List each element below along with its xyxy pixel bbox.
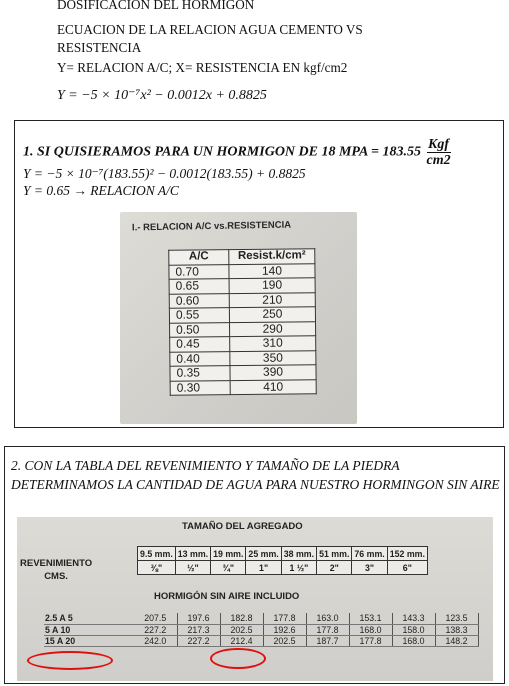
ac-cell: 0.35 <box>170 366 230 381</box>
water-value-cell: 227.2 <box>134 624 177 635</box>
question-1-box <box>14 120 504 428</box>
highlight-circle-slump <box>27 651 113 670</box>
size-inch-cell: 2" <box>317 561 352 575</box>
water-value-cell: 182.8 <box>220 613 263 624</box>
resistance-cell: 390 <box>230 365 316 380</box>
ac-table-row <box>169 263 315 279</box>
kgf-cm2-fraction <box>427 137 451 168</box>
calculation-line-1: Y = −5 × 10⁻⁷(183.55)² − 0.0012(183.55) + 0.8825 <box>23 166 306 181</box>
size-inch-row <box>138 561 428 575</box>
water-value-cell: 187.7 <box>306 635 349 646</box>
ac-cell: 0.45 <box>170 337 230 352</box>
ac-cell: 0.65 <box>169 279 229 294</box>
size-mm-cell: 19 mm. <box>211 547 246 561</box>
slump-cell: 15 A 20 <box>44 635 134 646</box>
water-table-row <box>44 624 478 635</box>
size-mm-cell: 25 mm. <box>246 547 281 561</box>
size-inch-cell: ⅜" <box>138 561 176 575</box>
ac-table-row <box>169 292 315 308</box>
water-value-cell: 177.8 <box>263 613 306 624</box>
question-2-box <box>4 446 505 684</box>
slump-cell: 2.5 A 5 <box>44 613 134 624</box>
resistance-cell: 310 <box>230 336 316 351</box>
ac-cell: 0.30 <box>170 380 230 395</box>
size-mm-cell: 152 mm. <box>387 547 427 561</box>
ac-table-row <box>170 321 316 337</box>
calculation-line-2: Y = 0.65 → RELACION A/C <box>23 183 179 198</box>
water-value-cell: 207.5 <box>134 613 177 624</box>
water-value-cell: 177.8 <box>349 635 392 646</box>
variables-definition: Y= RELACION A/C; X= RESISTENCIA EN kgf/cm2 <box>57 60 348 75</box>
water-value-cell: 202.5 <box>220 624 263 635</box>
question-2-text: 2. CON LA TABLA DEL REVENIMIENTO Y TAMAÑO DE LA PIEDRA DETERMINAMOS LA CANTIDAD DE AGUA PARA NUESTRO HORMINGON SIN AIRE <box>11 458 500 492</box>
water-value-cell: 192.6 <box>263 624 306 635</box>
col-header-resistance: Resist.k/cm² <box>229 249 315 264</box>
ac-table-row <box>170 350 316 366</box>
size-inch-cell: 1 ½" <box>281 561 316 575</box>
slump-cell: 5 A 10 <box>44 624 134 635</box>
ac-cell: 0.40 <box>170 351 230 366</box>
water-value-cell: 153.1 <box>349 613 392 624</box>
resistance-cell: 350 <box>230 350 316 365</box>
ac-cell: 0.60 <box>169 293 229 308</box>
question-1 <box>23 137 451 168</box>
equation-heading-line1: ECUACION DE LA RELACION AGUA CEMENTO VS <box>57 22 363 37</box>
slump-label-line1: REVENIMIENTO <box>20 558 93 569</box>
size-inch-cell: ½" <box>175 561 210 575</box>
slump-label-line2: CMS. <box>44 571 68 582</box>
ac-table-row <box>169 278 315 294</box>
size-mm-row <box>138 547 428 561</box>
water-content-table-photo <box>17 517 493 681</box>
water-value-cell: 163.0 <box>306 613 349 624</box>
ac-table-row <box>169 307 315 323</box>
size-inch-cell: ¾" <box>211 561 246 575</box>
water-value-cell: 202.5 <box>263 635 306 646</box>
page-title: DOSIFICACION DEL HORMIGON <box>57 0 255 12</box>
ac-cell: 0.55 <box>169 308 229 323</box>
water-value-cell: 168.0 <box>349 624 392 635</box>
photo-table-title: I.- RELACION A/C vs.RESISTENCIA <box>131 219 292 234</box>
fraction-denominator: cm2 <box>426 153 451 168</box>
water-value-cell: 143.3 <box>392 613 435 624</box>
water-value-cell: 212.4 <box>220 635 263 646</box>
water-value-cell: 158.0 <box>392 624 435 635</box>
size-inch-cell: 6" <box>387 561 427 575</box>
no-air-subtitle: HORMIGÓN SIN AIRE INCLUIDO <box>154 591 300 602</box>
resistance-cell: 140 <box>229 263 315 278</box>
slump-label <box>20 557 92 583</box>
water-value-cell: 242.0 <box>134 635 177 646</box>
water-value-cell: 177.8 <box>306 624 349 635</box>
water-content-table <box>44 613 479 647</box>
size-mm-cell: 9.5 mm. <box>138 547 176 561</box>
question-1-text: 1. SI QUISIERAMOS PARA UN HORMIGON DE 18 MPA = 183.55 <box>23 144 421 160</box>
water-value-cell: 197.6 <box>177 613 220 624</box>
ac-table-row <box>170 336 316 352</box>
size-mm-cell: 13 mm. <box>175 547 210 561</box>
size-inch-cell: 3" <box>352 561 387 575</box>
size-inch-cell: 1" <box>246 561 281 575</box>
resistance-cell: 250 <box>229 307 315 322</box>
resistance-cell: 410 <box>230 379 316 394</box>
water-value-cell: 227.2 <box>177 635 220 646</box>
size-mm-cell: 51 mm. <box>317 547 352 561</box>
ac-resistance-table-photo <box>120 212 357 424</box>
main-equation: Y = −5 × 10⁻⁷x² − 0.0012x + 0.8825 <box>57 88 267 103</box>
resistance-cell: 190 <box>229 278 315 293</box>
highlight-circle-water-value <box>210 648 266 669</box>
ac-cell: 0.70 <box>169 264 229 279</box>
ac-cell: 0.50 <box>170 322 230 337</box>
water-value-cell: 148.2 <box>435 635 478 646</box>
water-table-row <box>44 635 478 646</box>
resistance-cell: 290 <box>230 321 316 336</box>
size-mm-cell: 38 mm. <box>281 547 316 561</box>
equation-heading-line2: RESISTENCIA <box>57 40 142 55</box>
aggregate-size-header-table <box>137 546 428 575</box>
size-mm-cell: 76 mm. <box>352 547 387 561</box>
resistance-cell: 210 <box>229 292 315 307</box>
water-value-cell: 138.3 <box>435 624 478 635</box>
ac-resistance-table <box>168 248 317 396</box>
water-value-cell: 217.3 <box>177 624 220 635</box>
water-value-cell: 123.5 <box>435 613 478 624</box>
water-value-cell: 168.0 <box>392 635 435 646</box>
water-table-row <box>44 613 478 624</box>
ac-table-row <box>170 365 316 381</box>
col-header-ac: A/C <box>169 250 229 265</box>
aggregate-size-title: TAMAÑO DEL AGREGADO <box>182 521 303 532</box>
ac-table-row <box>170 379 316 395</box>
fraction-numerator: Kgf <box>428 137 450 152</box>
